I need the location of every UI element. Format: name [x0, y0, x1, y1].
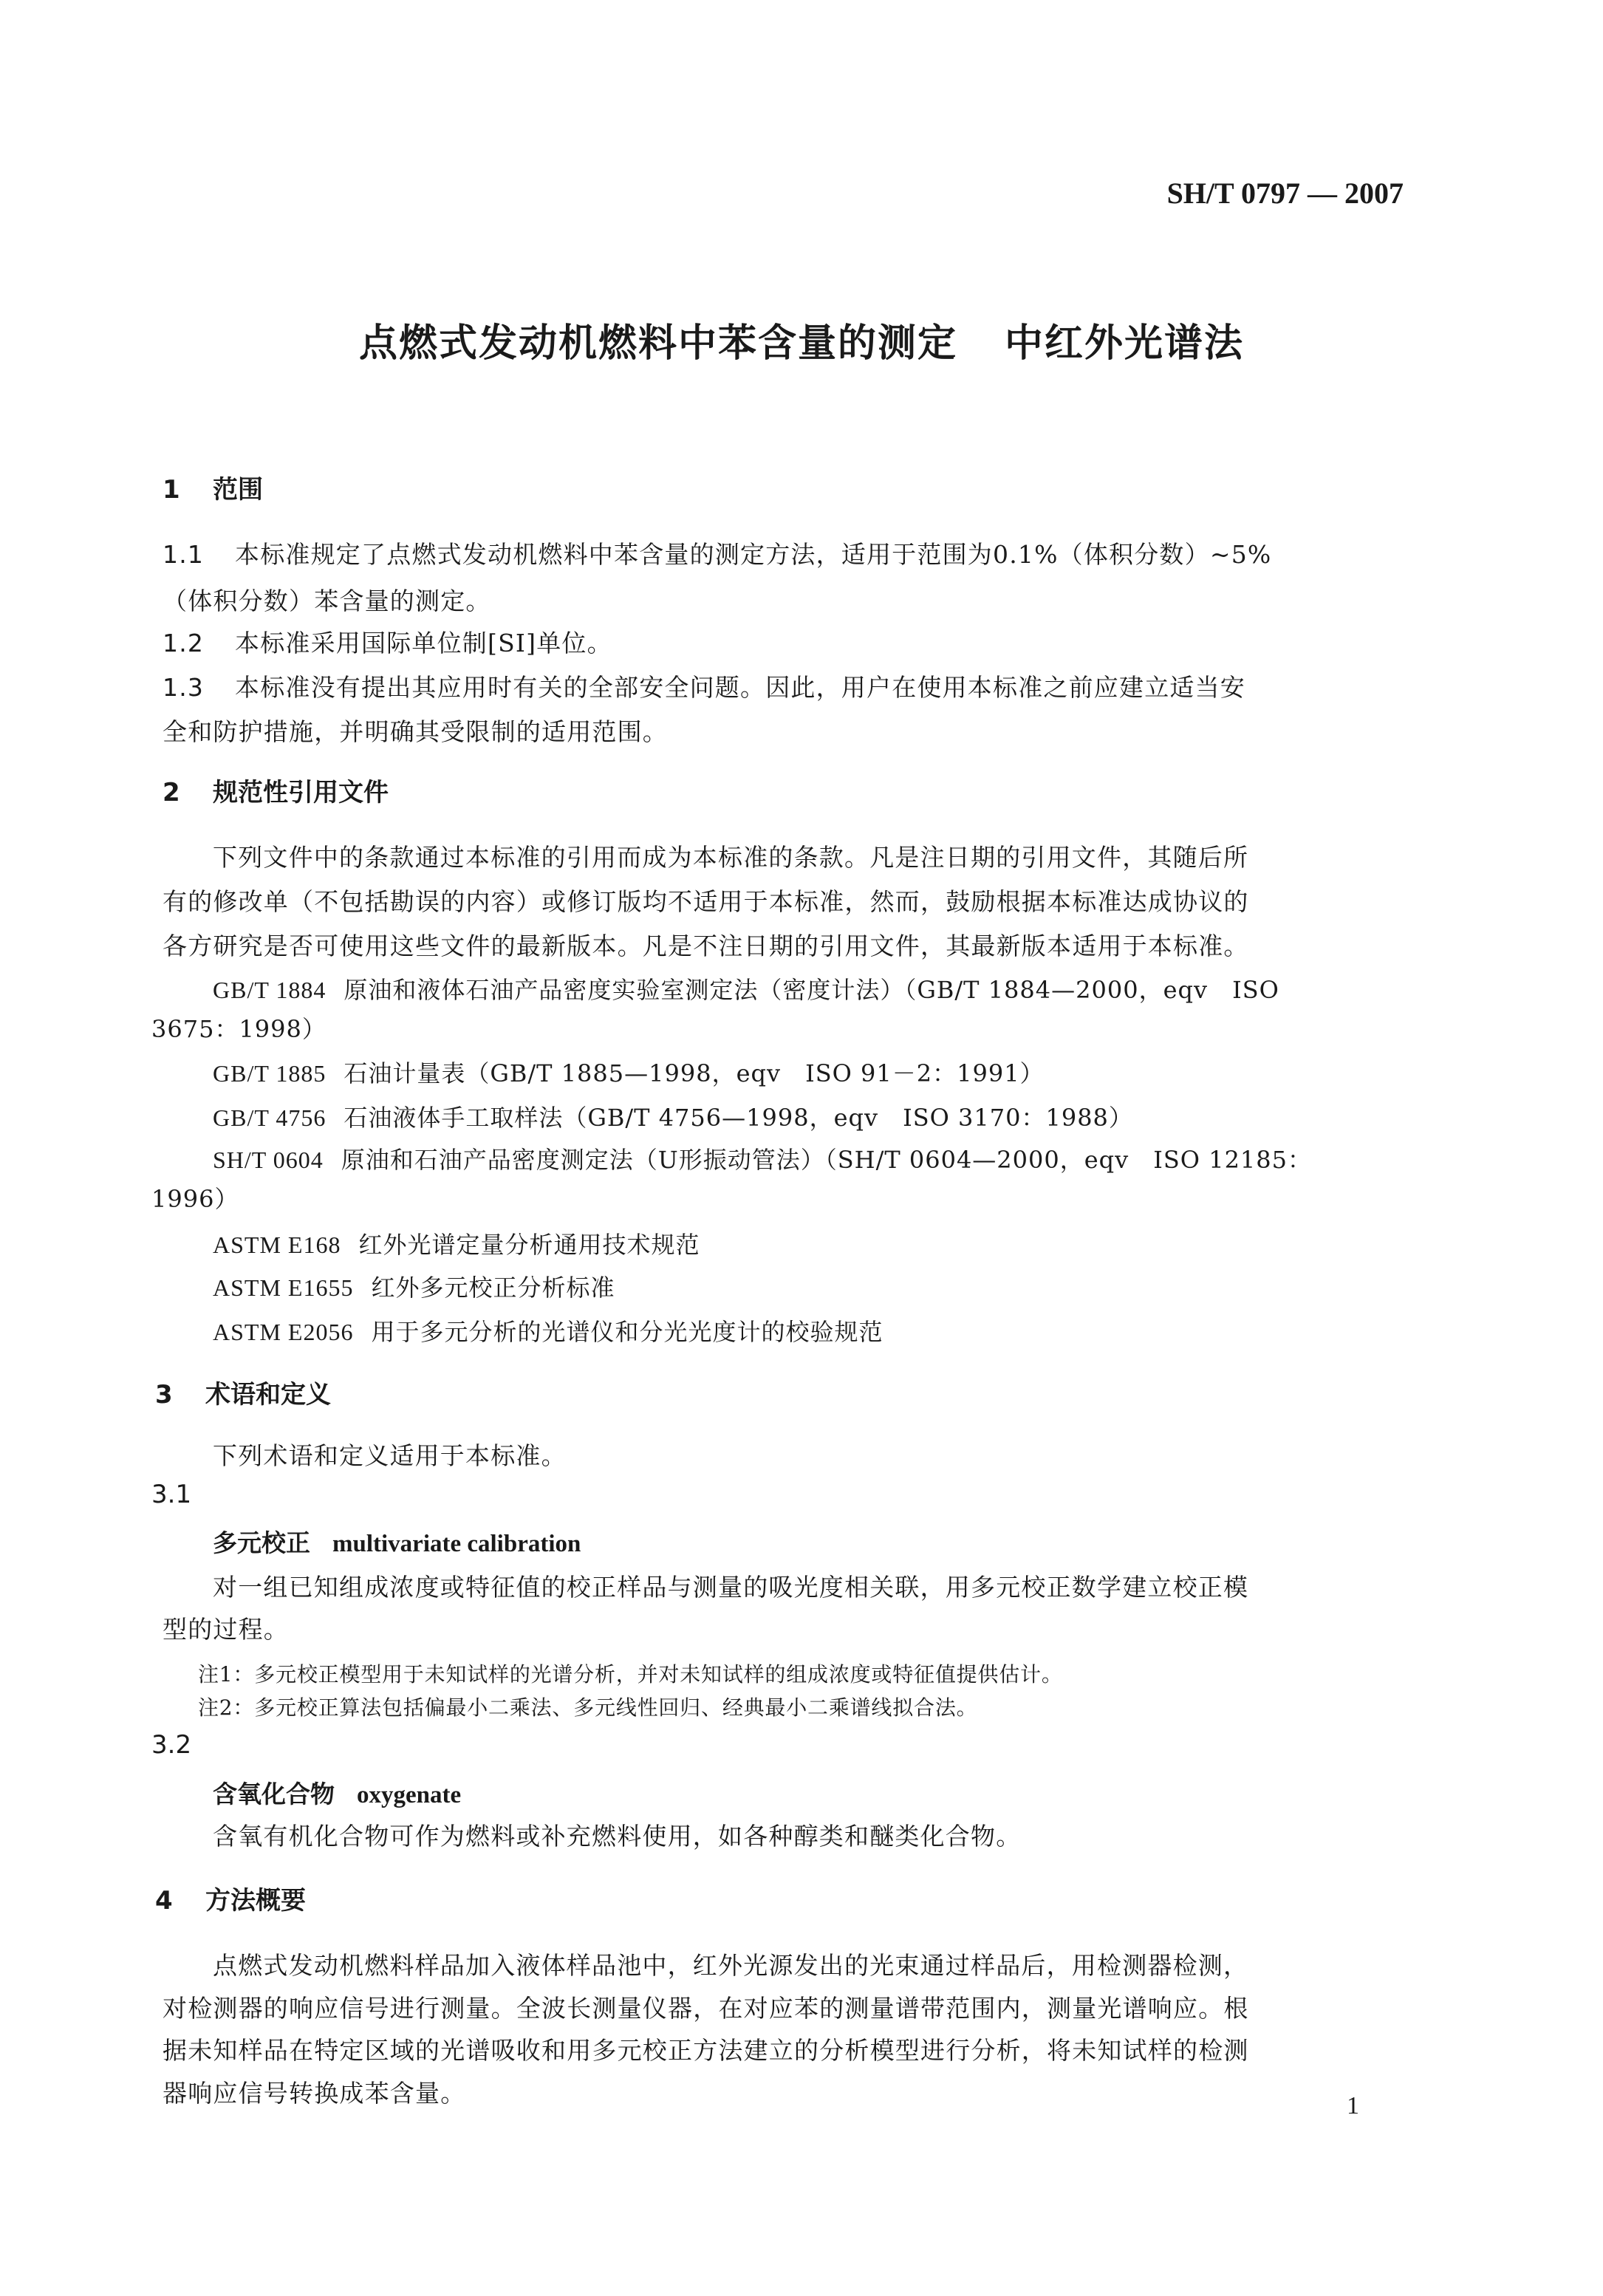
clause-1-1-line2: （体积分数）苯含量的测定。	[163, 587, 491, 615]
term-title: 含氧化合物 oxygenate	[213, 1780, 462, 1808]
section-heading-4: 4 方法概要	[155, 1886, 306, 1916]
clause-1-3-line2: 全和防护措施，并明确其受限制的适用范围。	[163, 717, 668, 746]
reference-item: GB/T 1884 原油和液体石油产品密度实验室测定法（密度计法）（GB/T 1884—2000，eqv ISO	[213, 976, 1279, 1004]
term-number: 3.2	[151, 1730, 192, 1760]
section-heading-3: 3 术语和定义	[155, 1380, 331, 1410]
summary-line3: 据未知样品在特定区域的光谱吸收和用多元校正方法建立的分析模型进行分析，将未知试样的检测	[163, 2036, 1249, 2065]
summary-line1: 点燃式发动机燃料样品加入液体样品池中，红外光源发出的光束通过样品后，用检测器检测，	[213, 1951, 1249, 1980]
summary-line4: 器响应信号转换成苯含量。	[163, 2079, 466, 2108]
standard-code: SH/T 0797 — 2007	[1166, 177, 1404, 210]
term-definition-line2: 型的过程。	[163, 1615, 289, 1644]
reference-item-continuation: 1996）	[151, 1185, 239, 1213]
reference-item-continuation: 3675：1998）	[151, 1015, 327, 1043]
term-number: 3.1	[151, 1480, 192, 1509]
normative-intro-line2: 有的修改单（不包括勘误的内容）或修订版均不适用于本标准，然而，鼓励根据本标准达成协议的	[163, 887, 1249, 916]
reference-item: ASTM E168 红外光谱定量分析通用技术规范	[213, 1231, 700, 1259]
reference-item: ASTM E2056 用于多元分析的光谱仪和分光光度计的校验规范	[213, 1318, 883, 1346]
term-definition-line1: 含氧有机化合物可作为燃料或补充燃料使用，如各种醇类和醚类化合物。	[213, 1822, 1022, 1851]
reference-item: GB/T 4756 石油液体手工取样法（GB/T 4756—1998，eqv ISO 3170：1988）	[213, 1104, 1133, 1132]
document-title	[0, 312, 1603, 367]
reference-item: SH/T 0604 原油和石油产品密度测定法（U形振动管法）（SH/T 0604—2000，eqv ISO 12185：	[213, 1146, 1313, 1174]
term-note-2: 注2：多元校正算法包括偏最小二乘法、多元线性回归、经典最小二乘谱线拟合法。	[198, 1695, 978, 1720]
clause-1-1-line1: 1.1 本标准规定了点燃式发动机燃料中苯含量的测定方法，适用于范围为0.1%（体积分数）~5%	[163, 540, 1272, 569]
clause-1-2: 1.2 本标准采用国际单位制[SI]单位。	[163, 629, 612, 657]
summary-line2: 对检测器的响应信号进行测量。全波长测量仪器，在对应苯的测量谱带范围内，测量光谱响应。根	[163, 1994, 1249, 2023]
section-heading-1: 1 范围	[163, 475, 263, 505]
term-definition-line1: 对一组已知组成浓度或特征值的校正样品与测量的吸光度相关联，用多元校正数学建立校正模	[213, 1573, 1249, 1602]
title-main: 点燃式发动机燃料中苯含量的测定	[358, 321, 957, 366]
reference-item: ASTM E1655 红外多元校正分析标准	[213, 1274, 615, 1302]
page-number: 1	[1347, 2092, 1359, 2119]
normative-intro-line1: 下列文件中的条款通过本标准的引用而成为本标准的条款。凡是注日期的引用文件，其随后所	[213, 843, 1249, 872]
term-title: 多元校正 multivariate calibration	[213, 1528, 581, 1557]
clause-1-3-line1: 1.3 本标准没有提出其应用时有关的全部安全问题。因此，用户在使用本标准之前应建立适当安	[163, 673, 1245, 702]
terms-intro: 下列术语和定义适用于本标准。	[213, 1441, 567, 1470]
title-method: 中红外光谱法	[1005, 321, 1245, 366]
normative-intro-line3: 各方研究是否可使用这些文件的最新版本。凡是不注日期的引用文件，其最新版本适用于本标准。	[163, 932, 1249, 960]
term-note-1: 注1：多元校正模型用于未知试样的光谱分析，并对未知试样的组成浓度或特征值提供估计。	[198, 1662, 1063, 1687]
reference-item: GB/T 1885 石油计量表（GB/T 1885—1998，eqv ISO 91－2：1991）	[213, 1059, 1045, 1087]
section-heading-2: 2 规范性引用文件	[163, 778, 389, 807]
